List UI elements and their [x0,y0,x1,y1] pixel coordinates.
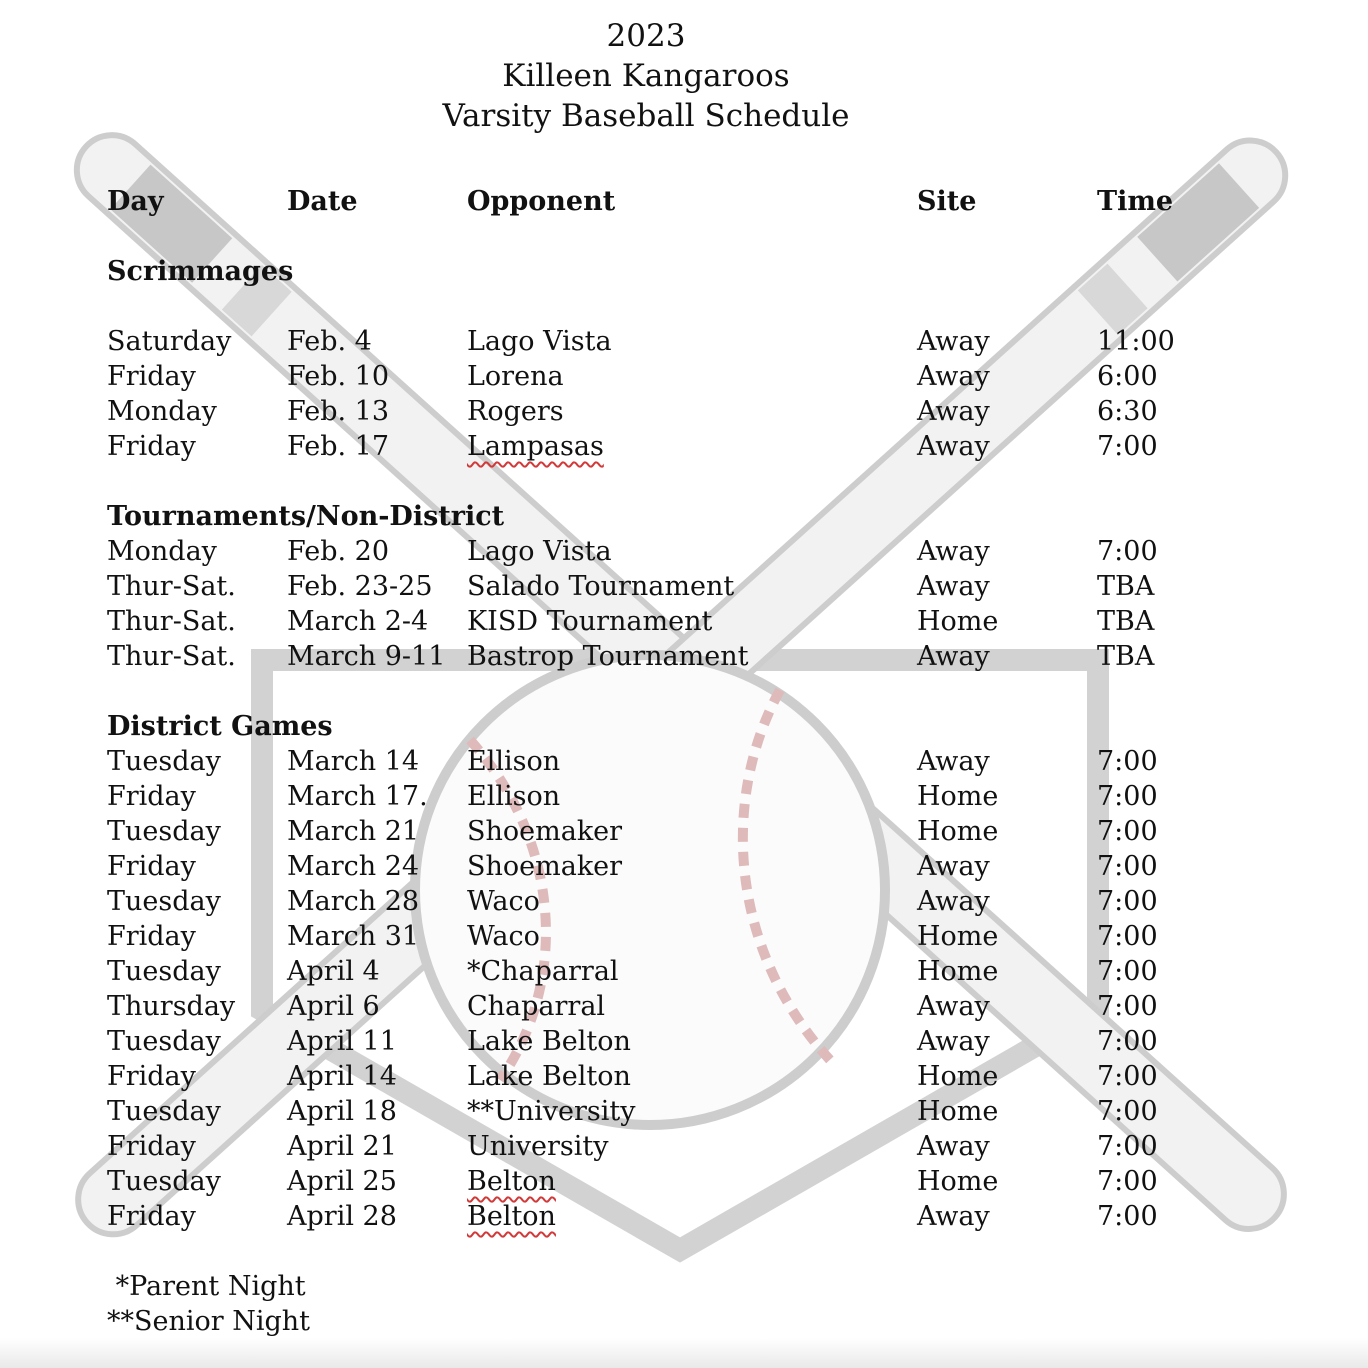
cell-day: Tuesday [107,746,221,777]
cell-day: Monday [107,536,217,567]
cell-opponent: *Chaparral [467,956,619,987]
cell-site: Home [917,816,999,847]
cell-site: Away [917,361,990,392]
table-row [0,1094,1368,1129]
cell-date: March 21 [287,816,420,847]
cell-opponent: Lago Vista [467,326,612,357]
cell-opponent: Belton [467,1201,556,1232]
cell-opponent: KISD Tournament [467,606,713,637]
cell-date: April 21 [287,1131,397,1162]
cell-day: Thur-Sat. [107,606,236,637]
cell-opponent: Lorena [467,361,564,392]
cell-site: Home [917,1096,999,1127]
cell-date: April 25 [287,1166,397,1197]
cell-time: 7:00 [1097,536,1158,567]
table-row [0,1164,1368,1199]
cell-time: 7:00 [1097,921,1158,952]
cell-opponent: Bastrop Tournament [467,641,749,672]
cell-site: Away [917,851,990,882]
table-row [0,1059,1368,1094]
cell-day: Tuesday [107,956,221,987]
cell-time: TBA [1097,606,1155,637]
cell-site: Away [917,1201,990,1232]
cell-time: 6:30 [1097,396,1158,427]
cell-opponent: University [467,1131,609,1162]
table-row [0,919,1368,954]
cell-time: 7:00 [1097,1166,1158,1197]
cell-site: Away [917,1131,990,1162]
cell-day: Thur-Sat. [107,641,236,672]
table-row [0,639,1368,674]
table-row [0,954,1368,989]
title-schedule: Varsity Baseball Schedule [442,98,850,134]
cell-time: 7:00 [1097,886,1158,917]
cell-opponent: Ellison [467,746,561,777]
cell-opponent: Shoemaker [467,851,623,882]
cell-time: 7:00 [1097,781,1158,812]
cell-time: 7:00 [1097,746,1158,777]
cell-time: 7:00 [1097,851,1158,882]
cell-opponent: Lampasas [467,431,604,462]
cell-date: April 4 [287,956,380,987]
cell-site: Away [917,886,990,917]
cell-day: Friday [107,851,196,882]
cell-day: Friday [107,921,196,952]
cell-opponent: Salado Tournament [467,571,735,602]
cell-date: March 2-4 [287,606,429,637]
page-bottom-shadow [0,1338,1368,1368]
header-date: Date [287,186,358,217]
cell-time: 11:00 [1097,326,1175,357]
cell-opponent: Rogers [467,396,564,427]
cell-site: Home [917,956,999,987]
table-row [0,394,1368,429]
cell-time: 7:00 [1097,431,1158,462]
cell-day: Tuesday [107,1166,221,1197]
cell-day: Friday [107,431,196,462]
cell-date: April 28 [287,1201,397,1232]
table-row [0,849,1368,884]
cell-date: Feb. 10 [287,361,390,392]
cell-time: 7:00 [1097,816,1158,847]
table-row [0,884,1368,919]
cell-opponent: **University [467,1096,636,1127]
cell-date: March 24 [287,851,420,882]
cell-date: Feb. 4 [287,326,372,357]
cell-site: Away [917,431,990,462]
cell-site: Away [917,1026,990,1057]
cell-date: April 6 [287,991,380,1022]
cell-day: Friday [107,1201,196,1232]
cell-date: Feb. 13 [287,396,390,427]
cell-day: Friday [107,1061,196,1092]
title-year: 2023 [606,18,686,54]
title-team: Killeen Kangaroos [502,58,790,94]
table-row [0,989,1368,1024]
note-parent-night: *Parent Night [107,1271,306,1302]
section-title-district: District Games [107,711,333,742]
cell-site: Away [917,641,990,672]
cell-time: 7:00 [1097,1131,1158,1162]
cell-date: Feb. 20 [287,536,390,567]
header-opponent: Opponent [467,186,616,217]
cell-time: 7:00 [1097,956,1158,987]
header-time: Time [1097,186,1174,217]
cell-site: Home [917,1166,999,1197]
table-row [0,429,1368,464]
cell-opponent: Lago Vista [467,536,612,567]
cell-day: Friday [107,361,196,392]
section-title-scrimmages: Scrimmages [107,256,294,287]
cell-day: Tuesday [107,1026,221,1057]
table-row [0,324,1368,359]
cell-date: March 17. [287,781,428,812]
table-row [0,744,1368,779]
cell-date: April 11 [287,1026,397,1057]
cell-time: 7:00 [1097,991,1158,1022]
header-site: Site [917,186,977,217]
cell-day: Tuesday [107,1096,221,1127]
cell-date: March 28 [287,886,420,917]
cell-date: April 14 [287,1061,397,1092]
cell-date: March 14 [287,746,420,777]
cell-time: 7:00 [1097,1061,1158,1092]
cell-site: Home [917,921,999,952]
header-day: Day [107,186,164,217]
cell-opponent: Shoemaker [467,816,623,847]
table-row [0,1129,1368,1164]
cell-date: March 31 [287,921,420,952]
cell-date: Feb. 17 [287,431,390,462]
cell-opponent: Lake Belton [467,1061,631,1092]
cell-date: Feb. 23-25 [287,571,433,602]
cell-date: March 9-11 [287,641,446,672]
table-row [0,1024,1368,1059]
cell-opponent: Waco [467,921,540,952]
table-row [0,569,1368,604]
cell-opponent: Chaparral [467,991,606,1022]
cell-time: TBA [1097,641,1155,672]
cell-site: Away [917,536,990,567]
cell-site: Away [917,991,990,1022]
table-row [0,1199,1368,1234]
cell-time: 7:00 [1097,1096,1158,1127]
cell-time: 7:00 [1097,1201,1158,1232]
cell-opponent: Waco [467,886,540,917]
cell-opponent: Ellison [467,781,561,812]
column-header-row [0,184,1368,219]
cell-day: Friday [107,1131,196,1162]
cell-site: Home [917,1061,999,1092]
cell-day: Friday [107,781,196,812]
cell-opponent: Lake Belton [467,1026,631,1057]
table-row [0,534,1368,569]
table-row [0,359,1368,394]
table-row [0,779,1368,814]
cell-site: Home [917,781,999,812]
cell-site: Away [917,746,990,777]
cell-day: Saturday [107,326,232,357]
cell-day: Thursday [107,991,236,1022]
cell-day: Tuesday [107,886,221,917]
cell-site: Home [917,606,999,637]
cell-date: April 18 [287,1096,397,1127]
table-row [0,604,1368,639]
cell-day: Monday [107,396,217,427]
note-senior-night: **Senior Night [107,1306,311,1337]
cell-site: Away [917,326,990,357]
cell-day: Thur-Sat. [107,571,236,602]
section-title-tournaments: Tournaments/Non-District [107,501,505,532]
cell-site: Away [917,396,990,427]
cell-day: Tuesday [107,816,221,847]
cell-site: Away [917,571,990,602]
cell-time: 7:00 [1097,1026,1158,1057]
table-row [0,814,1368,849]
cell-time: TBA [1097,571,1155,602]
cell-time: 6:00 [1097,361,1158,392]
cell-opponent: Belton [467,1166,556,1197]
